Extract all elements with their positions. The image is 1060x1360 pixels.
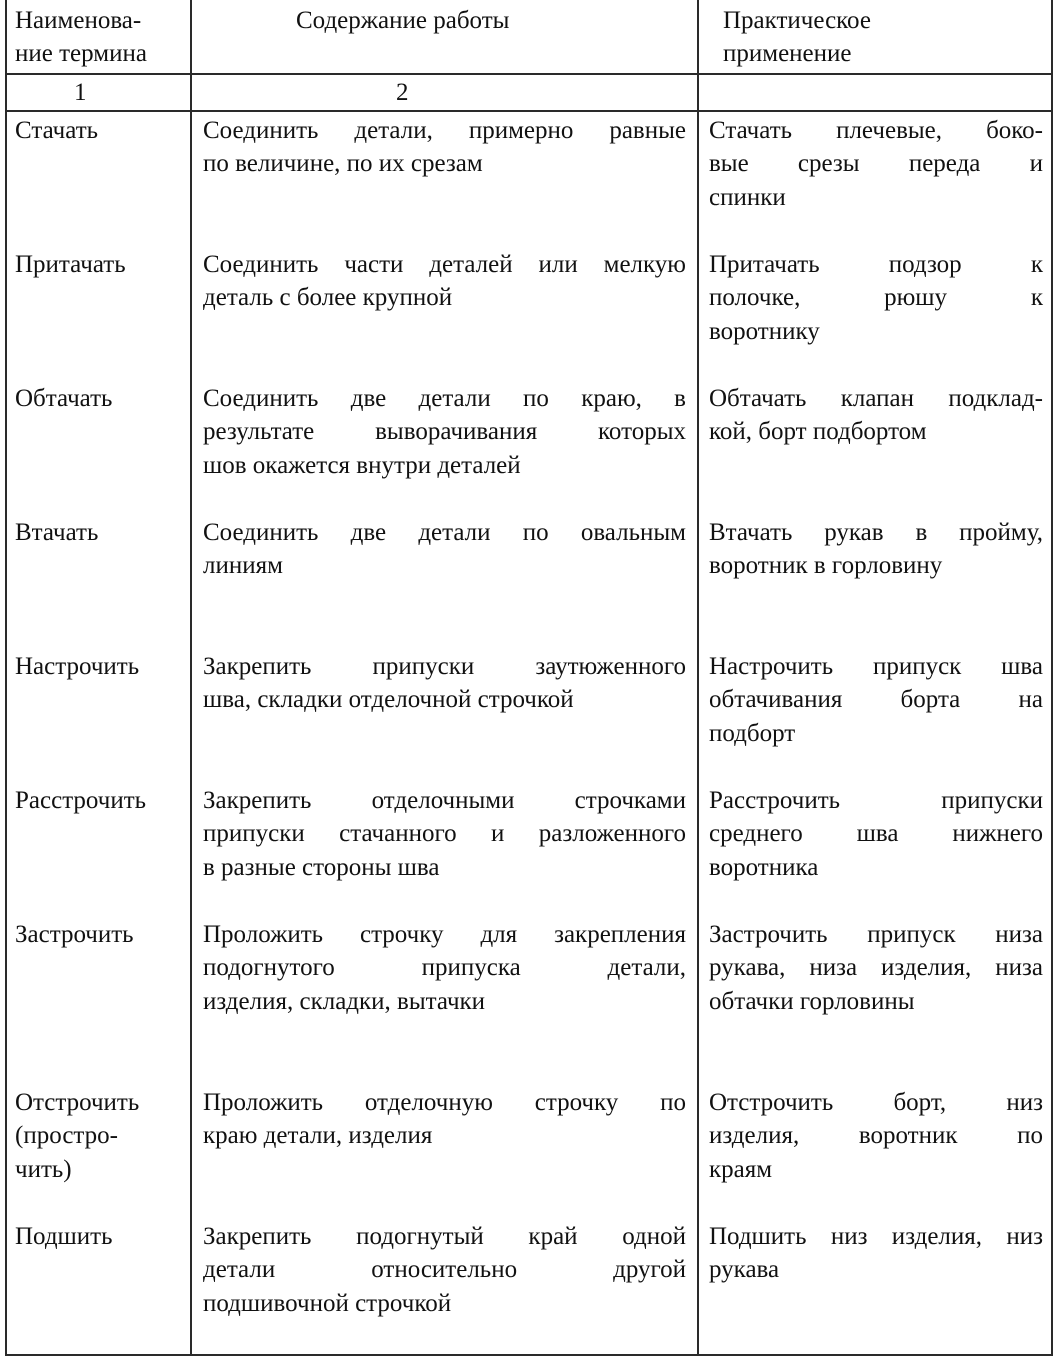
table-cell-term — [15, 1220, 185, 1253]
table-cell-application — [709, 516, 1043, 583]
cell-line: в разные стороны шва — [203, 853, 440, 881]
cell-line: Закрепить отделочными строчками — [203, 787, 686, 814]
cell-line: Соединить две детали по овальным — [203, 519, 686, 546]
column-divider-2 — [697, 0, 699, 1356]
cell-line: Расстрочить — [15, 787, 147, 814]
cell-line: Втачать — [15, 519, 99, 546]
cell-line: детали относительно другой — [203, 1256, 686, 1284]
column-number-1: 1 — [74, 79, 87, 106]
cell-line: изделия, воротник по — [709, 1122, 1043, 1150]
header-line: Наименова- — [15, 7, 142, 34]
column-number-2: 2 — [396, 79, 409, 106]
cell-line: Отстрочить — [15, 1089, 140, 1116]
table-cell-term — [15, 650, 185, 683]
table-cell-content — [203, 918, 686, 1018]
table-cell-application — [709, 650, 1043, 750]
cell-line: линиям — [203, 552, 283, 580]
header-content — [296, 4, 686, 37]
cell-line: шов окажется внутри деталей — [203, 451, 521, 479]
cell-line: Отстрочить борт, низ — [709, 1089, 1043, 1116]
table-border-bottom — [5, 1354, 1053, 1356]
cell-line: чить) — [15, 1155, 72, 1183]
cell-line: Проложить отделочную строчку по — [203, 1089, 686, 1116]
cell-line: подшивочной строчкой — [203, 1289, 452, 1317]
table-cell-term — [15, 114, 185, 147]
cell-line: по величине, по их срезам — [203, 150, 483, 178]
table-cell-application — [709, 382, 1043, 449]
cell-line: подогнутого припуска детали, — [203, 954, 686, 982]
cell-line: Стачать плечевые, боко- — [709, 117, 1043, 144]
cell-line: припуски стачанного и разложенного — [203, 820, 686, 848]
table-cell-content — [203, 650, 686, 717]
cell-line: шва, складки отделочной строчкой — [203, 686, 574, 714]
table-cell-content — [203, 114, 686, 181]
header-line: Содержание работы — [296, 7, 510, 34]
cell-line: Закрепить припуски заутюженного — [203, 653, 686, 680]
table-cell-term — [15, 248, 185, 281]
cell-line: спинки — [709, 183, 786, 211]
cell-line: краям — [709, 1155, 773, 1183]
table-cell-term — [15, 918, 185, 951]
table-cell-term — [15, 784, 185, 817]
cell-line: кой, борт подбортом — [709, 418, 927, 446]
cell-line: изделия, складки, вытачки — [203, 987, 486, 1015]
table-cell-application — [709, 114, 1043, 214]
cell-line: воротника — [709, 853, 819, 881]
cell-line: Притачать — [15, 251, 126, 278]
cell-line: рукава — [709, 1256, 780, 1284]
column-divider-1 — [190, 0, 192, 1356]
cell-line: вые срезы переда и — [709, 150, 1043, 178]
cell-line: полочке, рюшу к — [709, 284, 1043, 312]
cell-line: Втачать рукав в пройму, — [709, 519, 1043, 546]
cell-line: деталь с более крупной — [203, 284, 453, 312]
cell-line: (простро- — [15, 1122, 118, 1150]
cell-line: Соединить части деталей или мелкую — [203, 251, 686, 278]
header-line: ние термина — [15, 40, 147, 68]
cell-line: Закрепить подогнутый край одной — [203, 1223, 686, 1250]
table-cell-content — [203, 1086, 686, 1153]
header-application — [723, 4, 1043, 71]
table-border-left — [5, 0, 7, 1356]
header-bottom-line — [5, 73, 1053, 75]
cell-line: Обтачать — [15, 385, 113, 412]
header-line: применение — [723, 40, 852, 68]
cell-line: Подшить низ изделия, низ — [709, 1223, 1043, 1250]
table-cell-content — [203, 248, 686, 315]
cell-line: Стачать — [15, 117, 99, 144]
table-cell-application — [709, 1086, 1043, 1186]
table-cell-term — [15, 382, 185, 415]
cell-line: Соединить детали, примерно равные — [203, 117, 686, 144]
cell-line: обтачивания борта на — [709, 686, 1043, 714]
cell-line: Подшить — [15, 1223, 113, 1250]
table-cell-application — [709, 784, 1043, 884]
cell-line: подборт — [709, 719, 796, 747]
cell-line: Настрочить — [15, 653, 140, 680]
table-cell-application — [709, 918, 1043, 1018]
cell-line: Застрочить — [15, 921, 134, 948]
cell-line: Застрочить припуск низа — [709, 921, 1043, 948]
table-cell-term — [15, 516, 185, 549]
table-cell-content — [203, 784, 686, 884]
table-border-right — [1051, 0, 1053, 1356]
table-cell-term — [15, 1086, 185, 1186]
cell-line: Обтачать клапан подклад- — [709, 385, 1043, 412]
cell-line: воротнику — [709, 317, 820, 345]
cell-line: Настрочить припуск шва — [709, 653, 1043, 680]
cell-line: Притачать подзор к — [709, 251, 1043, 278]
cell-line: Расстрочить припуски — [709, 787, 1043, 814]
cell-line: рукава, низа изделия, низа — [709, 954, 1043, 982]
cell-line: воротник в горловину — [709, 552, 943, 580]
cell-line: Проложить строчку для закрепления — [203, 921, 686, 948]
table-cell-content — [203, 382, 686, 482]
table-cell-application — [709, 248, 1043, 348]
table-cell-content — [203, 516, 686, 583]
number-row-bottom-line — [5, 110, 1053, 112]
table-cell-application — [709, 1220, 1043, 1287]
cell-line: Соединить две детали по краю, в — [203, 385, 686, 412]
cell-line: обтачки горловины — [709, 987, 915, 1015]
cell-line: краю детали, изделия — [203, 1122, 433, 1150]
table-cell-content — [203, 1220, 686, 1320]
cell-line: результате выворачивания которых — [203, 418, 686, 446]
header-line: Практическое — [723, 7, 871, 34]
header-term — [15, 4, 185, 71]
cell-line: среднего шва нижнего — [709, 820, 1043, 848]
